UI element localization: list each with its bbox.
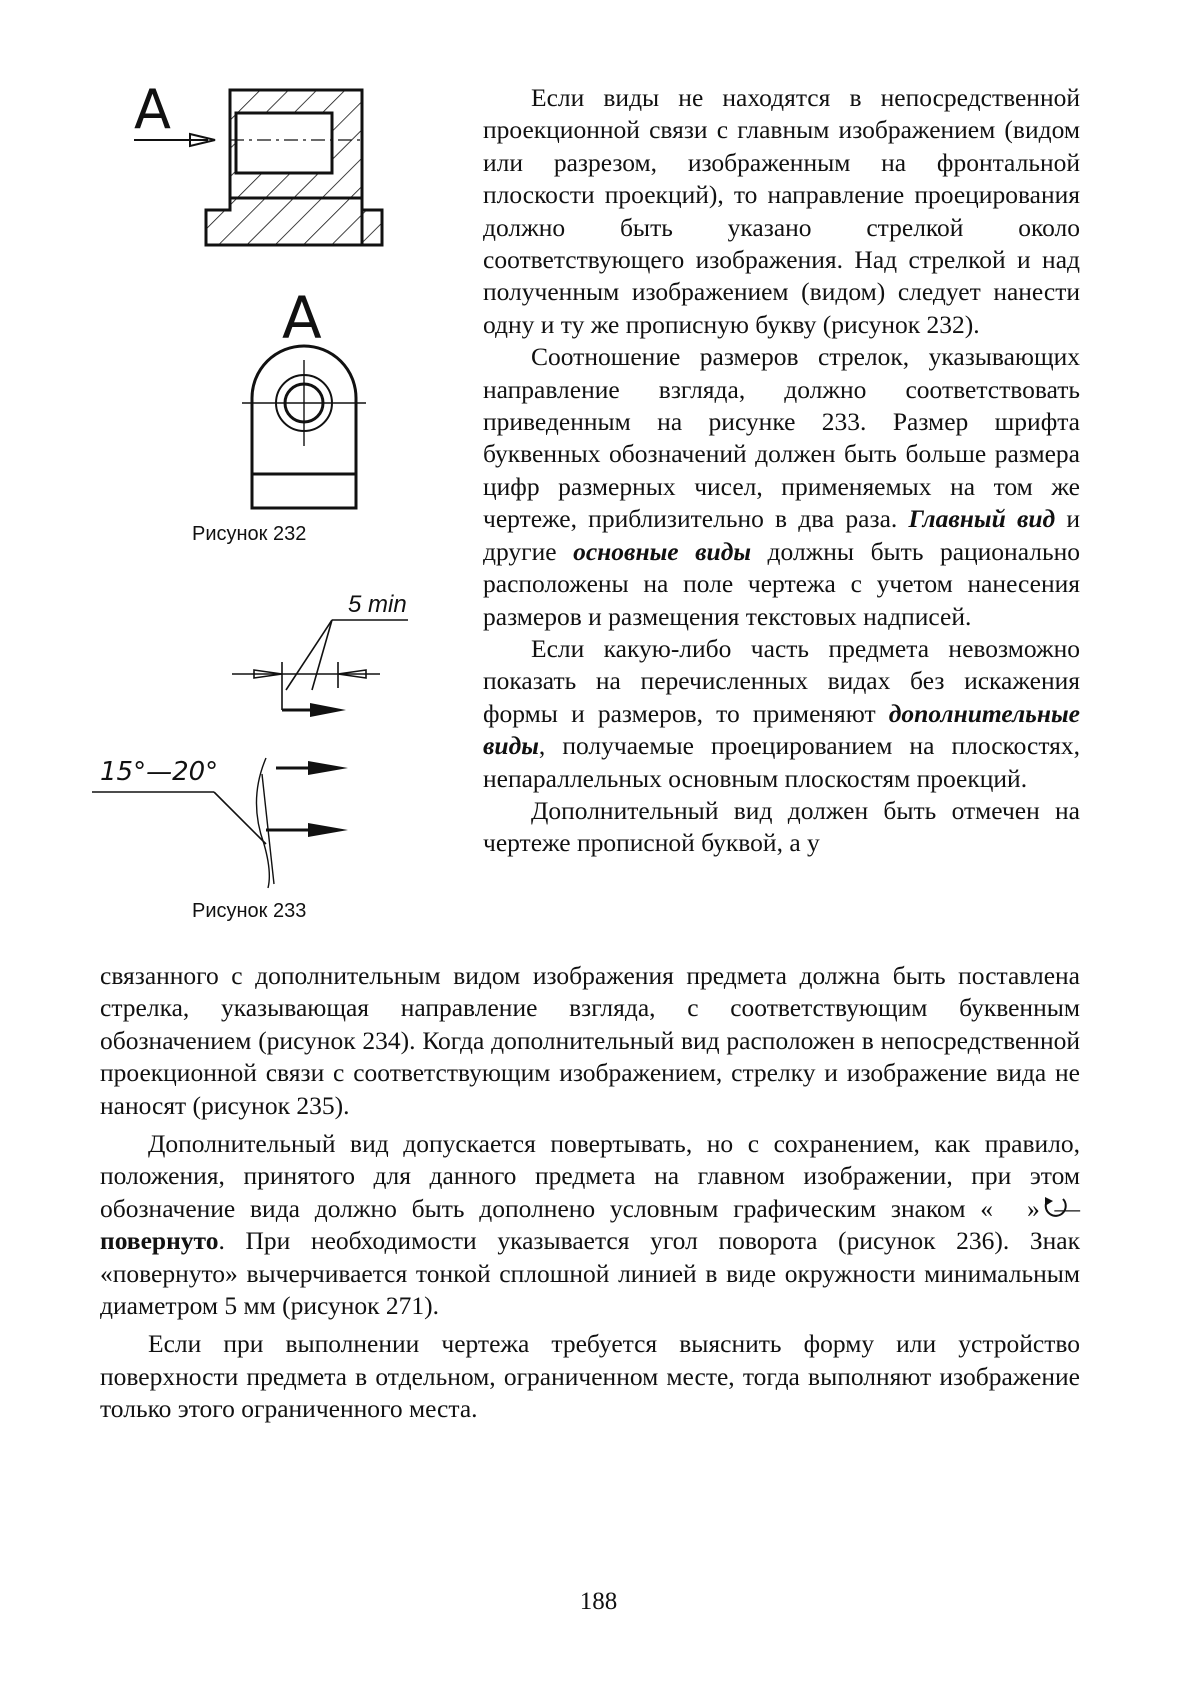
label-5-min: 5 min [348,591,407,618]
paragraph-4-start: Дополнительный вид должен быть отмечен на чертеже прописной буквой, а у [483,795,1080,858]
term-basic-views: основные виды [573,536,752,566]
rotated-sign-icon [993,1195,1027,1221]
term-main-view: Главный вид [908,504,1056,534]
paragraph-5: Дополнительный вид допускается повертывать, но с сохранением, как правило, положения, принятого для данного предмета на главном изображении, при этом обозначение вида должно быть дополнено условным графическим знаком « » — повернуто. При необходимости указывается угол поворота (рисунок 236). Знак «повернуто» вычерчивается тонкой сплошной линией в виде окружности минимальным диаметром 5 мм (рисунок 271). [100,1129,1080,1321]
term-additional-views: дополнительные виды [483,698,1080,761]
view-letter-top: A [134,78,171,141]
paragraph-2: Соотношение размеров стрелок, указывающих направление взгляда, должно соответствовать приведенным на рисунке 233. Размер шрифта буквенных обозначений должен быть больше размера цифр размерных чисел, применяемых на том же чертеже, приблизительно в два раза. Главный вид и другие основные виды должны быть рационально расположены на поле чертежа с учетом нанесения размеров и размещения текстовых надписей. [483,342,1080,631]
figure-232-drawing [120,60,420,530]
figure-233-drawing [86,582,426,902]
page-number: 188 [579,1588,618,1615]
full-width-text [100,960,1080,1426]
label-angle: 15°—20° [100,757,219,787]
paragraph-6: Если при выполнении чертежа требуется выяснить форму или устройство поверхности предмета в отдельном, ограниченном месте, тогда выполняют изображение только этого ограниченного места. [100,1329,1080,1424]
paragraph-4-continued: связанного с дополнительным видом изображения предмета должна быть поставлена стрелка, указывающая направление взгляда, с соответствующим буквенным обозначением (рисунок 234). Когда дополнительный вид расположен в непосредственной проекционной связи с соответствующим изображением, стрелку и изображение вида не наносят (рисунок 235). [100,961,1080,1120]
view-letter-bottom: A [282,284,322,352]
right-column-text [483,82,1080,860]
figure-233-caption: Рисунок 233 [192,900,307,922]
figure-232-caption: Рисунок 232 [192,523,307,545]
paragraph-1: Если виды не находятся в непосредственной проекционной связи с главным изображением (видом или разрезом, изображенным на фронтальной плоскости проекций), то направление проецирования должно быть указано стрелкой около соответствующего изображения. Над стрелкой и над полученным изображением (видом) следует нанести одну и ту же прописную букву (рисунок 232). [483,83,1080,339]
paragraph-3: Если какую-либо часть предмета невозможно показать на перечисленных видах без искажения формы и размеров, то применяют дополнительные виды, получаемые проецированием на плоскостях, непараллельных основным плоскостям проекций. [483,633,1080,793]
term-rotated: повернуто [100,1226,219,1256]
